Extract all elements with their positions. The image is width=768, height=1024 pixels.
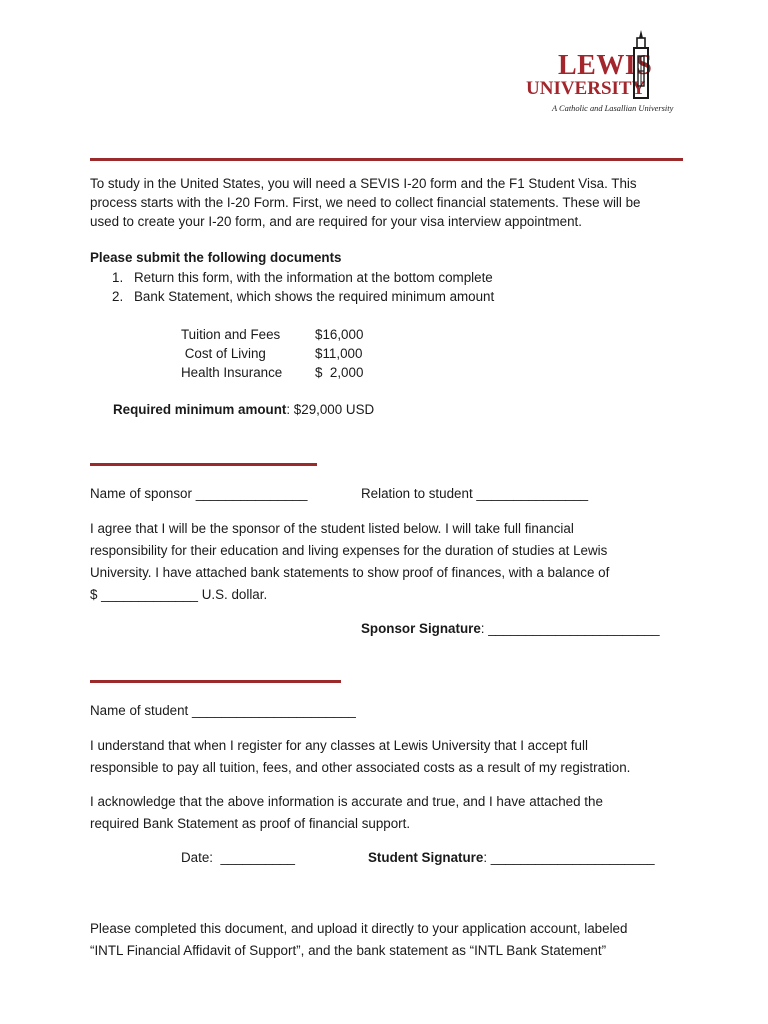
- sponsor-signature-field[interactable]: [361, 619, 660, 638]
- required-minimum-value: : $29,000 USD: [286, 402, 375, 417]
- student-name-label: Name of student: [90, 703, 189, 718]
- bell-tower-icon: [626, 30, 656, 102]
- cost-label: Tuition and Fees: [181, 327, 281, 342]
- student-responsibility: [90, 735, 630, 779]
- cost-row: [181, 325, 363, 344]
- acknowledgement-line: I acknowledge that the above information is accurate and true, and I have attached the: [90, 794, 603, 809]
- required-minimum-label: Required minimum amount: [113, 402, 287, 417]
- logo-name-line2: UNIVERSITY: [526, 78, 646, 99]
- student-signature-blank[interactable]: : ______________________: [483, 850, 655, 865]
- list-item-text: Bank Statement, which shows the required minimum amount: [134, 289, 495, 304]
- responsibility-line: responsible to pay all tuition, fees, and other associated costs as a result of my registration.: [90, 760, 631, 775]
- list-item: [90, 268, 494, 287]
- lewis-university-logo: [522, 30, 682, 120]
- required-minimum: [113, 400, 374, 419]
- cost-amount: $16,000: [315, 327, 364, 342]
- sponsor-agreement: [90, 518, 609, 606]
- cost-label: Cost of Living: [181, 346, 266, 361]
- student-acknowledgement: [90, 791, 603, 835]
- relation-field[interactable]: [361, 484, 588, 503]
- list-item: [90, 287, 494, 306]
- student-name-blank[interactable]: ______________________: [192, 703, 356, 718]
- student-signature-label: Student Signature: [368, 850, 484, 865]
- costs-table: [181, 325, 363, 382]
- agreement-line: I agree that I will be the sponsor of the student listed below. I will take full financial: [90, 521, 574, 536]
- documents-heading: Please submit the following documents: [90, 250, 342, 265]
- student-signature-field[interactable]: [368, 848, 655, 867]
- sponsor-signature-label: Sponsor Signature: [361, 621, 481, 636]
- cost-amount: $ 2,000: [315, 365, 364, 380]
- agreement-line: responsibility for their education and living expenses for the duration of studies at Lewis: [90, 543, 608, 558]
- cost-row: [181, 344, 363, 363]
- sponsor-name-field[interactable]: [90, 484, 307, 503]
- logo-tagline: A Catholic and Lasallian University: [552, 104, 674, 113]
- date-blank[interactable]: __________: [220, 850, 295, 865]
- cost-row: [181, 363, 363, 382]
- student-name-field[interactable]: [90, 701, 356, 720]
- closing-line: Please completed this document, and upload it directly to your application account, labeled: [90, 921, 628, 936]
- acknowledgement-line: required Bank Statement as proof of financial support.: [90, 816, 411, 831]
- sponsor-signature-blank[interactable]: : _______________________: [480, 621, 660, 636]
- sponsor-name-blank[interactable]: _______________: [195, 486, 308, 501]
- cost-label: Health Insurance: [181, 365, 283, 380]
- header-divider: [90, 158, 683, 161]
- responsibility-line: I understand that when I register for any classes at Lewis University that I accept full: [90, 738, 588, 753]
- student-section-divider: [90, 680, 341, 683]
- logo-name-line1: LEWIS: [558, 50, 653, 81]
- closing-instructions: [90, 918, 627, 962]
- list-item-number: 1.: [112, 270, 124, 285]
- sponsor-section-divider: [90, 463, 317, 466]
- sponsor-name-label: Name of sponsor: [90, 486, 192, 501]
- intro-paragraph: [90, 174, 640, 231]
- agreement-line: University. I have attached bank statements to show proof of finances, with a balance of: [90, 565, 610, 580]
- date-label: Date:: [181, 850, 214, 865]
- list-item-number: 2.: [112, 289, 124, 304]
- list-item-text: Return this form, with the information at the bottom complete: [134, 270, 493, 285]
- documents-list: [90, 268, 494, 306]
- intro-line: To study in the United States, you will need a SEVIS I-20 form and the F1 Student Visa. This: [90, 176, 637, 191]
- date-field[interactable]: [181, 848, 295, 867]
- closing-line: “INTL Financial Affidavit of Support”, and the bank statement as “INTL Bank Statement”: [90, 943, 607, 958]
- relation-label: Relation to student: [361, 486, 473, 501]
- relation-blank[interactable]: _______________: [476, 486, 589, 501]
- agreement-line: $ _____________ U.S. dollar.: [90, 587, 268, 602]
- cost-amount: $11,000: [315, 346, 363, 361]
- intro-line: used to create your I-20 form, and are required for your visa interview appointment.: [90, 214, 582, 229]
- intro-line: process starts with the I-20 Form. First, we need to collect financial statements. These will be: [90, 195, 641, 210]
